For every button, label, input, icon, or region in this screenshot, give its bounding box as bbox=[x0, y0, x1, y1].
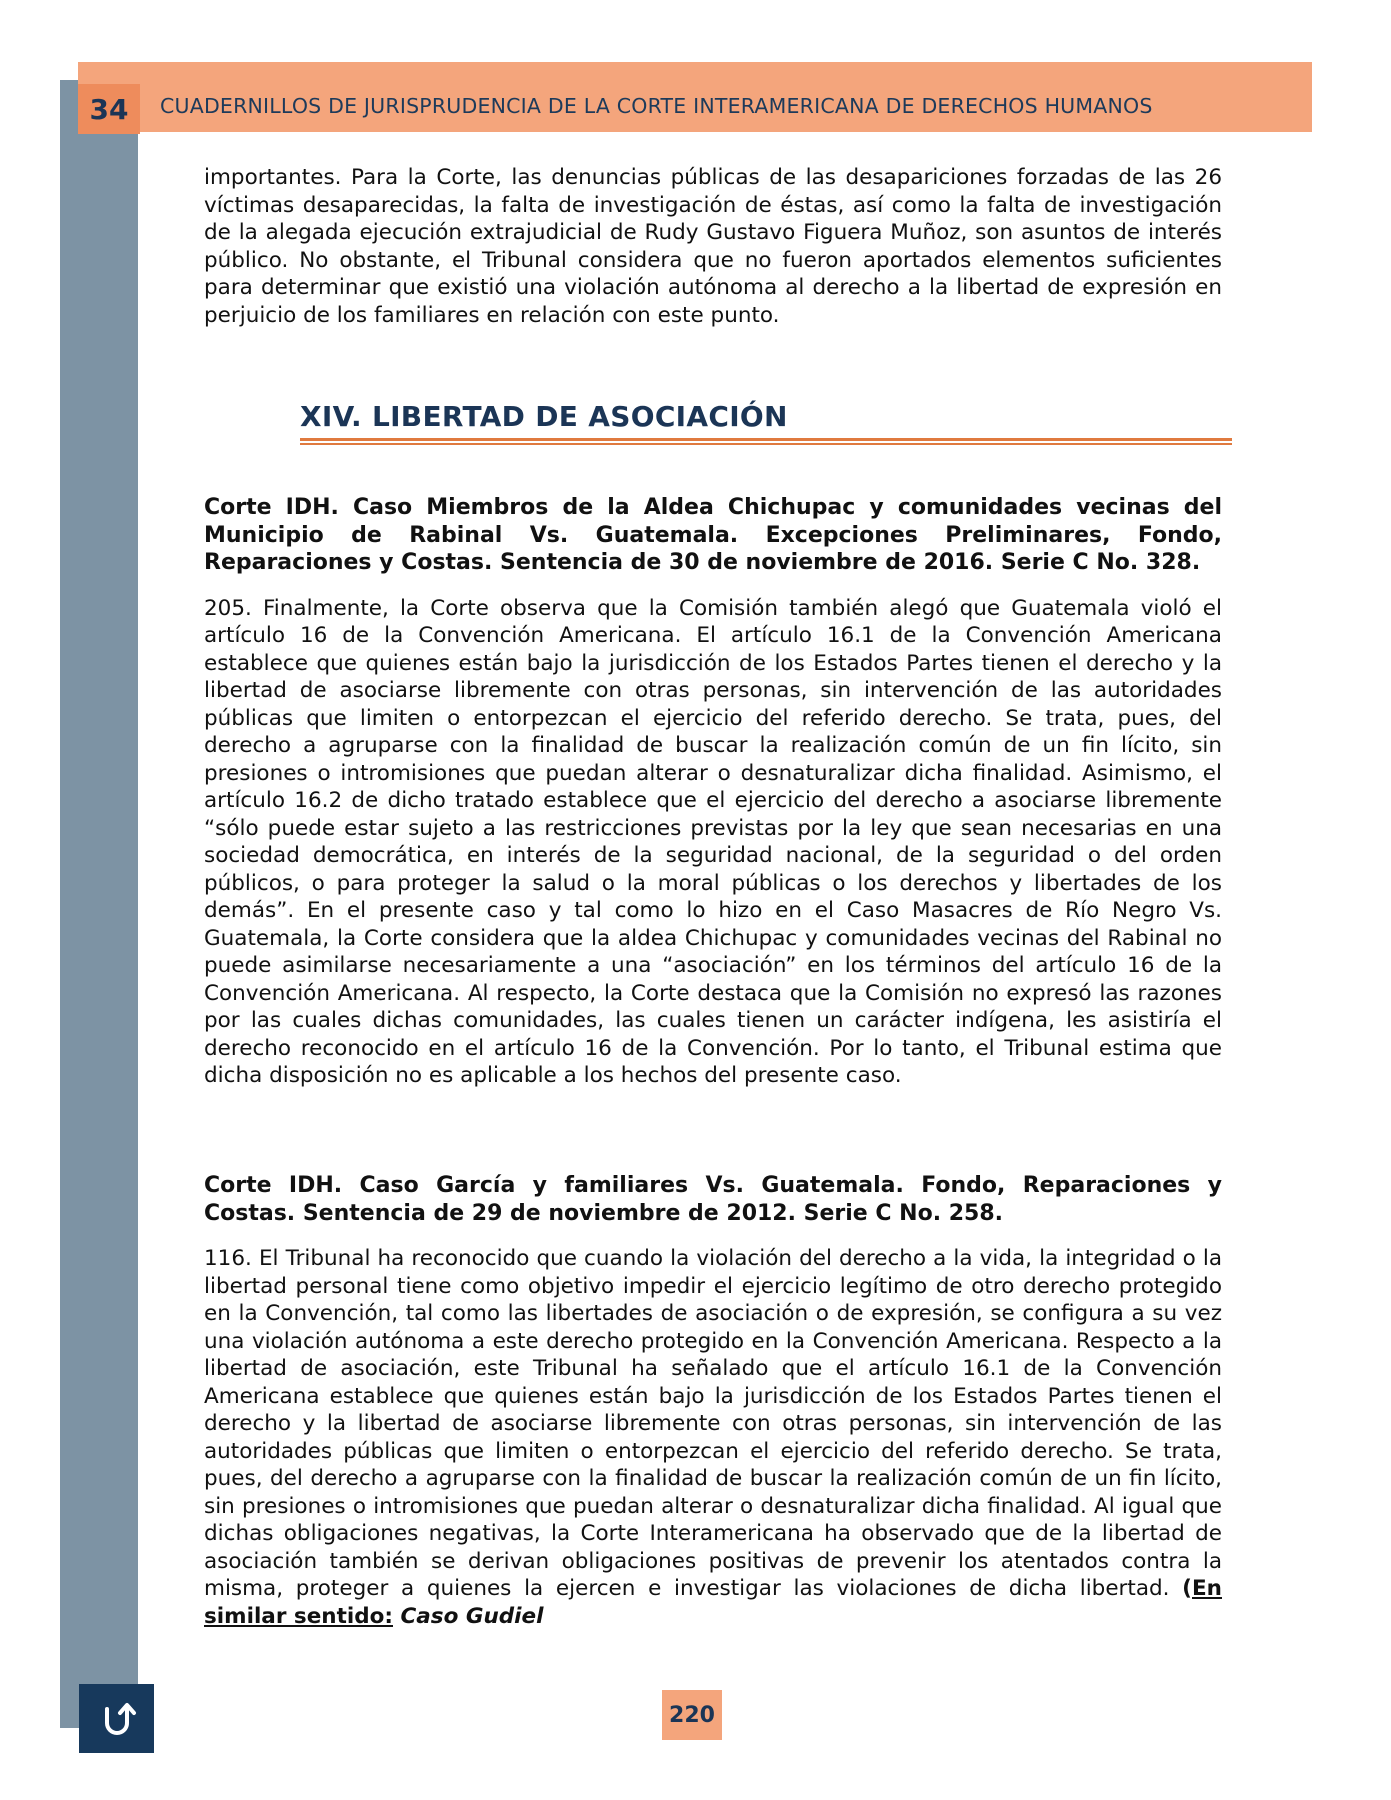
intro-paragraph: importantes. Para la Corte, las denuncias públicas de las desapariciones forzadas de las 26 víctimas desaparecidas, la falta de investigación de éstas, así como la falta de investigación de la alegada ejecución extrajudicial de Rudy Gustavo Figuera Muñoz, son asuntos de interés público. No obstante, el Tribunal considera que no fueron aportados elementos suficientes para determinar que existió una violación autónoma al derecho a la libertad de expresión en perjuicio de los familiares en relación con este punto. bbox=[204, 165, 1222, 328]
section-heading: XIV. LIBERTAD DE ASOCIACIÓN bbox=[300, 400, 788, 433]
citation-label: En similar sentido: bbox=[204, 1576, 1222, 1629]
intro-section bbox=[204, 164, 1222, 329]
case2-title: Corte IDH. Caso García y familiares Vs. Guatemala. Fondo, Reparaciones y Costas. Sentencia de 29 de noviembre de 2012. Serie C No. 258. bbox=[204, 1173, 1222, 1226]
case1-title: Corte IDH. Caso Miembros de la Aldea Chichupac y comunidades vecinas del Municipio de Rabinal Vs. Guatemala. Excepciones Preliminares, Fondo, Reparaciones y Costas. Sentencia de 30 de noviembre de 2016. Serie C No. 328. bbox=[204, 495, 1222, 575]
return-arrow-icon bbox=[95, 1697, 139, 1741]
case2-paragraph-text: 116. El Tribunal ha reconocido que cuando la violación del derecho a la vida, la integridad o la libertad personal tiene como objetivo impedir el ejercicio legítimo de otro derecho protegido en la Convención, tal como las libertades de asociación o de expresión, se configura a su vez una violación autónoma a este derecho protegido en la Convención Americana. Respecto a la libertad de asociación, este Tribunal ha señalado que el artículo 16.1 de la Convención Americana establece que quienes están bajo la jurisdicción de los Estados Partes tienen el derecho y la libertad de asociarse libremente con otras personas, sin intervención de las autoridades públicas que limiten o entorpezcan el ejercicio del referido derecho. Se trata, pues, del derecho a agruparse con la finalidad de buscar la realización común de un fin lícito, sin presiones o intromisiones que puedan alterar o desnaturalizar dicha finalidad. Al igual que dichas obligaciones negativas, la Corte Interamericana ha observado que de la libertad de asociación también se derivan obligaciones positivas de prevenir los atentados contra la misma, proteger a quienes la ejercen e investigar las violaciones de dicha libertad. bbox=[204, 1246, 1222, 1601]
header-title: CUADERNILLOS DE JURISPRUDENCIA DE LA CORTE INTERAMERICANA DE DERECHOS HUMANOS bbox=[160, 94, 1153, 118]
case2-paragraph bbox=[204, 1245, 1222, 1630]
citation-open: ( bbox=[1182, 1576, 1192, 1601]
back-button[interactable] bbox=[79, 1684, 154, 1753]
header-page-number: 34 bbox=[78, 84, 140, 134]
heading-rule-thin bbox=[300, 443, 1232, 445]
case1-paragraph: 205. Finalmente, la Corte observa que la Comisión también alegó que Guatemala violó el artículo 16 de la Convención Americana. El artículo 16.1 de la Convención Americana establece que quienes están bajo la jurisdicción de los Estados Partes tienen el derecho y la libertad de asociarse libremente con otras personas, sin intervención de las autoridades públicas que limiten o entorpezcan el ejercicio del referido derecho. Se trata, pues, del derecho a agruparse con la finalidad de buscar la realización común de un fin lícito, sin presiones o intromisiones que puedan alterar o desnaturalizar dicha finalidad. Asimismo, el artículo 16.2 de dicho tratado establece que el ejercicio del derecho a asociarse libremente “sólo puede estar sujeto a las restricciones previstas por la ley que sean necesarias en una sociedad democrática, en interés de la seguridad nacional, de la seguridad o del orden públicos, o para proteger la salud o la moral públicas o los derechos y libertades de los demás”. En el presente caso y tal como lo hizo en el Caso Masacres de Río Negro Vs. Guatemala, la Corte considera que la aldea Chichupac y comunidades vecinas del Rabinal no puede asimilarse necesariamente a una “asociación” en los términos del artículo 16 de la Convención Americana. Al respecto, la Corte destaca que la Comisión no expresó las razones por las cuales dichas comunidades, las cuales tienen un carácter indígena, les asistiría el derecho reconocido en el artículo 16 de la Convención. Por lo tanto, el Tribunal estima que dicha disposición no es aplicable a los hechos del presente caso. bbox=[204, 595, 1222, 1088]
case2-block bbox=[204, 1172, 1222, 1630]
sidebar-stripe bbox=[60, 80, 138, 1728]
case1-block bbox=[204, 494, 1222, 1090]
heading-rule bbox=[300, 438, 1232, 441]
citation-case: Caso Gudiel bbox=[393, 1603, 544, 1629]
footer-page-number: 220 bbox=[662, 1690, 722, 1740]
